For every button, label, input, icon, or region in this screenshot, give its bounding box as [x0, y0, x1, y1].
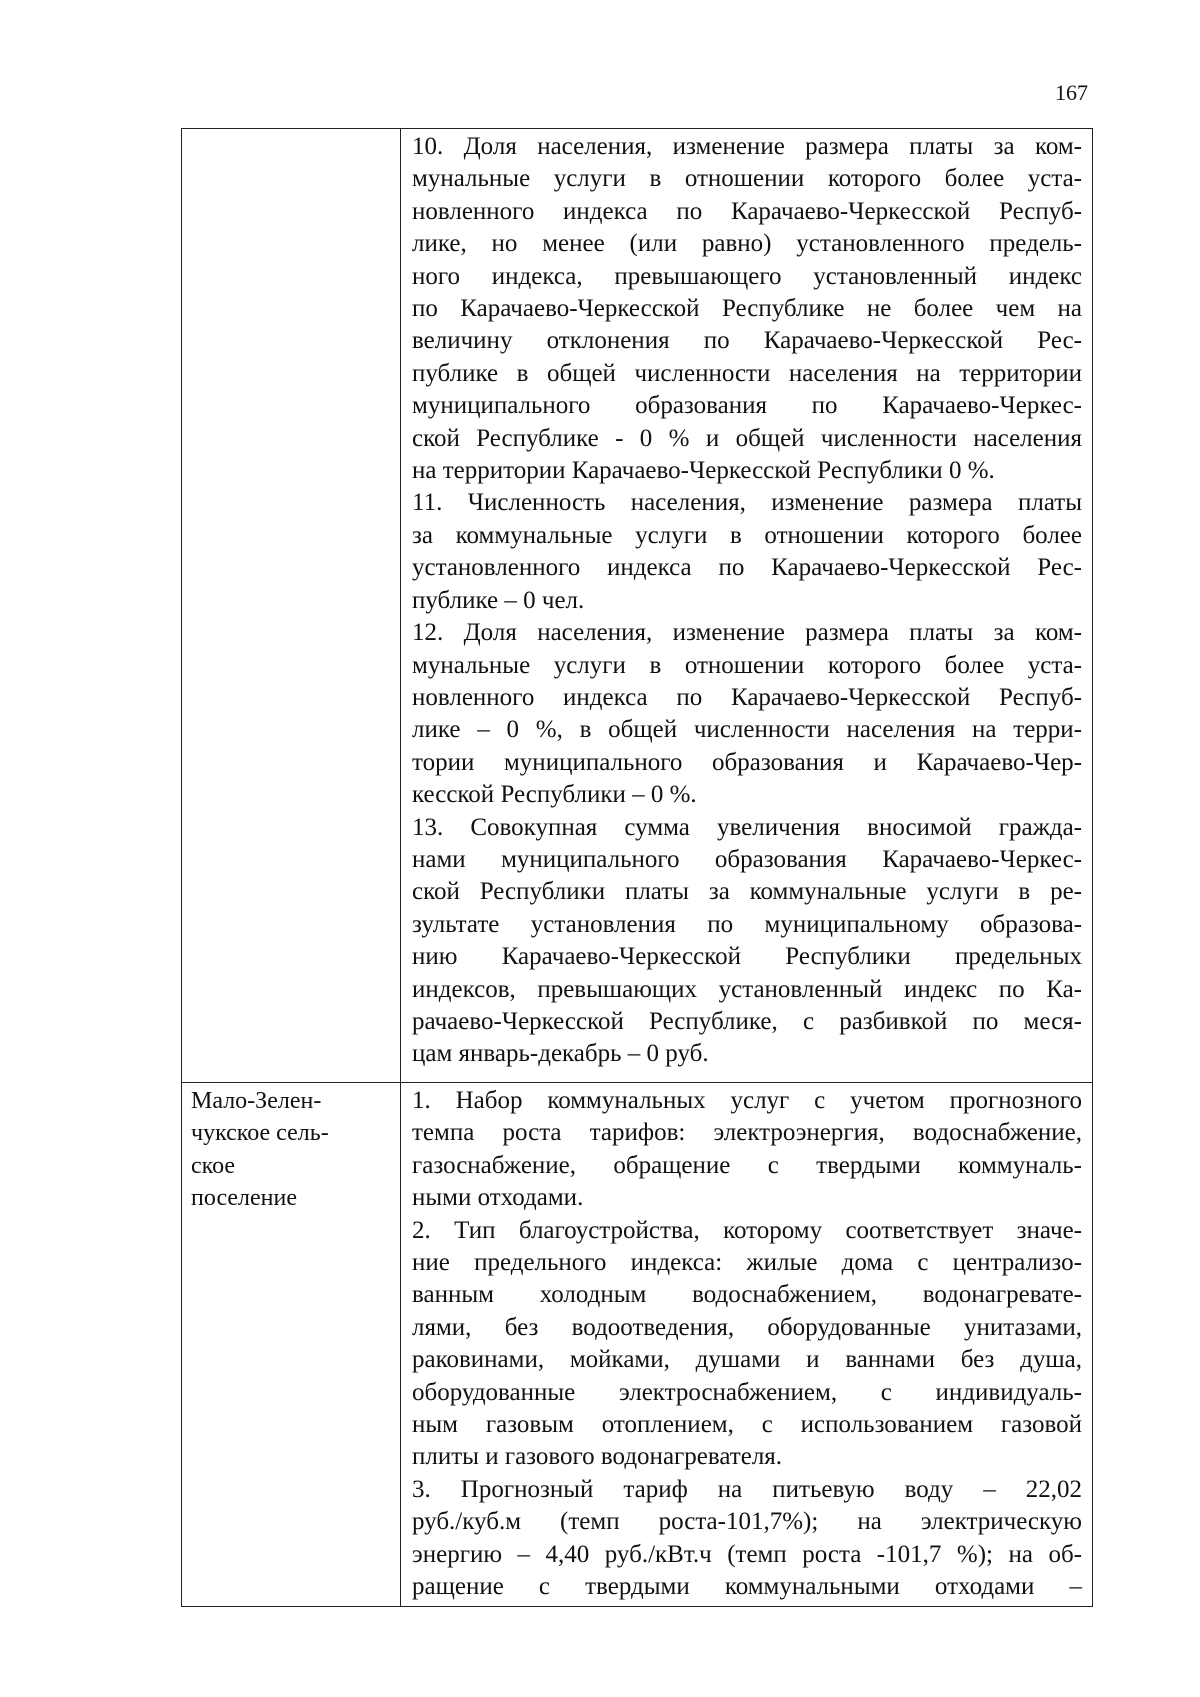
text-line: на территории Карачаево-Черкесской Республики 0 %. — [412, 457, 995, 485]
text-line: оборудованные электроснабжением, с индивидуаль- — [412, 1378, 1082, 1406]
text-line: темпа роста тарифов: электроэнергия, водоснабжение, — [412, 1119, 1082, 1147]
indicators-text — [401, 129, 1092, 1073]
text-line: по Карачаево-Черкесской Республике не более чем на — [412, 295, 1082, 323]
settlement-name — [182, 129, 400, 131]
text-line: установленного индекса по Карачаево-Черкесской Рес- — [412, 554, 1082, 582]
text-line: новленного индекса по Карачаево-Черкесской Респуб- — [412, 197, 1082, 225]
text-line: цам январь-декабрь – 0 руб. — [412, 1040, 709, 1068]
text-line: ращение с твердыми коммунальными отходами – — [412, 1573, 1082, 1601]
page-number: 167 — [1055, 80, 1088, 105]
table-row — [182, 1083, 1093, 1607]
text-line: нами муниципального образования Карачаево-Черкес- — [412, 845, 1082, 873]
text-line: ными отходами. — [412, 1184, 584, 1212]
text-line: ние предельного индекса: жилые дома с централизо- — [412, 1249, 1082, 1277]
text-line: раковинами, мойками, душами и ваннами без душа, — [412, 1346, 1082, 1374]
text-line: нию Карачаево-Черкесской Республики предельных — [412, 943, 1082, 971]
text-line: лике – 0 %, в общей численности населения на терри- — [412, 716, 1082, 744]
text-line: ным газовым отоплением, с использованием газовой — [412, 1411, 1082, 1439]
text-line: тории муниципального образования и Карачаево-Чер- — [412, 748, 1082, 776]
text-line: руб./куб.м (темп роста-101,7%); на электрическую — [412, 1508, 1082, 1536]
text-line: рачаево-Черкесской Республике, с разбивкой по меся- — [412, 1007, 1082, 1035]
text-line: 1. Набор коммунальных услуг с учетом прогнозного — [412, 1087, 1082, 1114]
text-line: 10. Доля населения, изменение размера платы за ком- — [412, 133, 1082, 160]
text-line: лике, но менее (или равно) установленного предель- — [412, 230, 1082, 258]
settlement-name-cell — [182, 129, 401, 1083]
indicators-cell — [401, 129, 1093, 1083]
text-line: ванным холодным водоснабжением, водонагревате- — [412, 1281, 1082, 1309]
settlement-table — [181, 128, 1093, 1607]
text-line: зультате установления по муниципальному образова- — [412, 910, 1082, 938]
indicators-text — [401, 1083, 1092, 1606]
text-line: за коммунальные услуги в отношении которого более — [412, 521, 1082, 549]
text-line: мунальные услуги в отношении которого более уста- — [412, 165, 1082, 193]
indicators-cell — [401, 1083, 1093, 1607]
text-line: мунальные услуги в отношении которого более уста- — [412, 651, 1082, 679]
text-line: публике – 0 чел. — [412, 586, 585, 614]
text-line: индексов, превышающих установленный индекс по Ка- — [412, 975, 1082, 1003]
text-line: муниципального образования по Карачаево-Черкес- — [412, 392, 1082, 420]
settlement-name: Мало-Зелен- чукское сель- ское поселение — [191, 1088, 329, 1212]
text-line: величину отклонения по Карачаево-Черкесской Рес- — [412, 327, 1082, 355]
table-row — [182, 129, 1093, 1083]
text-line: 3. Прогнозный тариф на питьевую воду – 22,02 — [412, 1475, 1082, 1503]
text-line: лями, без водоотведения, оборудованные унитазами, — [412, 1313, 1082, 1341]
text-line: ской Республике - 0 % и общей численности населения — [412, 424, 1082, 452]
text-line: публике в общей численности населения на территории — [412, 359, 1082, 387]
text-line: ской Республики платы за коммунальные услуги в ре- — [412, 878, 1082, 906]
text-line: ного индекса, превышающего установленный индекс — [412, 262, 1082, 290]
text-line: 2. Тип благоустройства, которому соответствует значе- — [412, 1216, 1082, 1244]
text-line: энергию – 4,40 руб./кВт.ч (темп роста -101,7 %); на об- — [412, 1540, 1082, 1568]
text-line: плиты и газового водонагревателя. — [412, 1443, 783, 1471]
text-line: 13. Совокупная сумма увеличения вносимой гражда- — [412, 813, 1082, 841]
text-line: газоснабжение, обращение с твердыми коммуналь- — [412, 1151, 1082, 1179]
text-line: 12. Доля населения, изменение размера платы за ком- — [412, 619, 1082, 647]
text-line: кесской Республики – 0 %. — [412, 781, 697, 809]
text-line: новленного индекса по Карачаево-Черкесской Респуб- — [412, 683, 1082, 711]
text-line: 11. Численность населения, изменение размера платы — [412, 489, 1082, 517]
settlement-name-cell — [182, 1083, 401, 1607]
